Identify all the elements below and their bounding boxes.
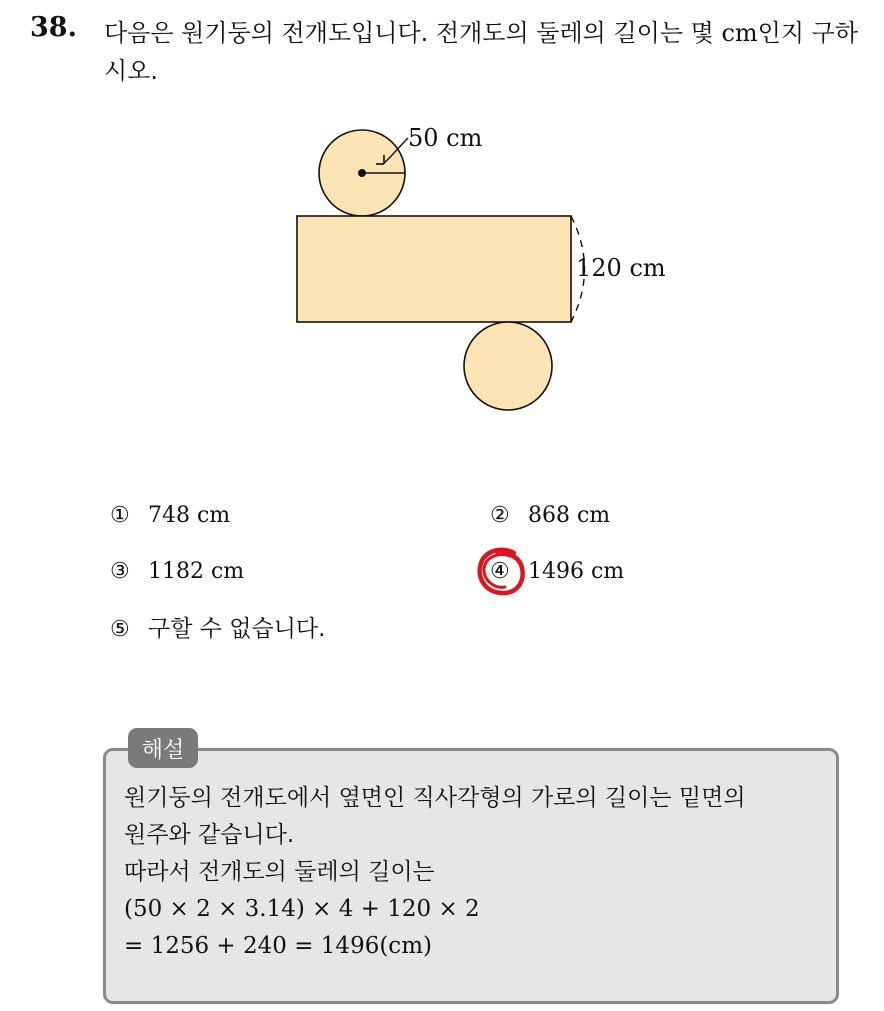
- bottom-base-circle: [464, 322, 552, 410]
- explanation-line-4: (50 × 2 × 3.14) × 4 + 120 × 2: [124, 896, 480, 922]
- side-rectangle: [297, 216, 571, 322]
- choice-5[interactable]: [110, 614, 325, 645]
- explanation-line-1: 원기둥의 전개도에서 옆면인 직사각형의 가로의 길이는 밑면의: [124, 785, 746, 811]
- radius-label: 50 cm: [408, 124, 483, 152]
- choice-3[interactable]: [110, 557, 244, 587]
- choice-1-text: 748 cm: [148, 503, 231, 528]
- choice-2-number: ②: [490, 503, 510, 528]
- choice-4-text: 1496 cm: [528, 559, 625, 584]
- choice-5-text: 구할 수 없습니다.: [148, 616, 326, 642]
- cylinder-net-figure: [0, 0, 884, 470]
- center-dot: [358, 169, 366, 177]
- choice-5-number: ⑤: [110, 617, 130, 642]
- height-label: 120 cm: [576, 254, 666, 282]
- answer-circle-inner-stroke: [484, 555, 510, 588]
- question-number: 38.: [30, 12, 77, 43]
- choice-2[interactable]: [490, 501, 610, 531]
- question-text-unit: cm: [721, 19, 758, 47]
- explanation-line-3: 따라서 전개도의 둘레의 길이는: [124, 859, 435, 885]
- choice-4-number: ④: [490, 559, 510, 584]
- choice-3-text: 1182 cm: [148, 559, 245, 584]
- choice-3-number: ③: [110, 559, 130, 584]
- choice-2-text: 868 cm: [528, 503, 611, 528]
- choice-1-number: ①: [110, 503, 130, 528]
- answer-circle-mark-icon: [474, 544, 530, 600]
- explanation-text: [124, 780, 834, 965]
- explanation-tab: 해설: [128, 728, 198, 768]
- explanation-line-2: 원주와 같습니다.: [124, 822, 295, 848]
- explanation-line-5: = 1256 + 240 = 1496(cm): [124, 933, 432, 959]
- choice-1[interactable]: [110, 501, 230, 531]
- question-text-part2: 인지 구하시오.: [104, 19, 859, 85]
- question-text-part1: 다음은 원기둥의 전개도입니다. 전개도의 둘레의 길이는 몇: [104, 19, 722, 47]
